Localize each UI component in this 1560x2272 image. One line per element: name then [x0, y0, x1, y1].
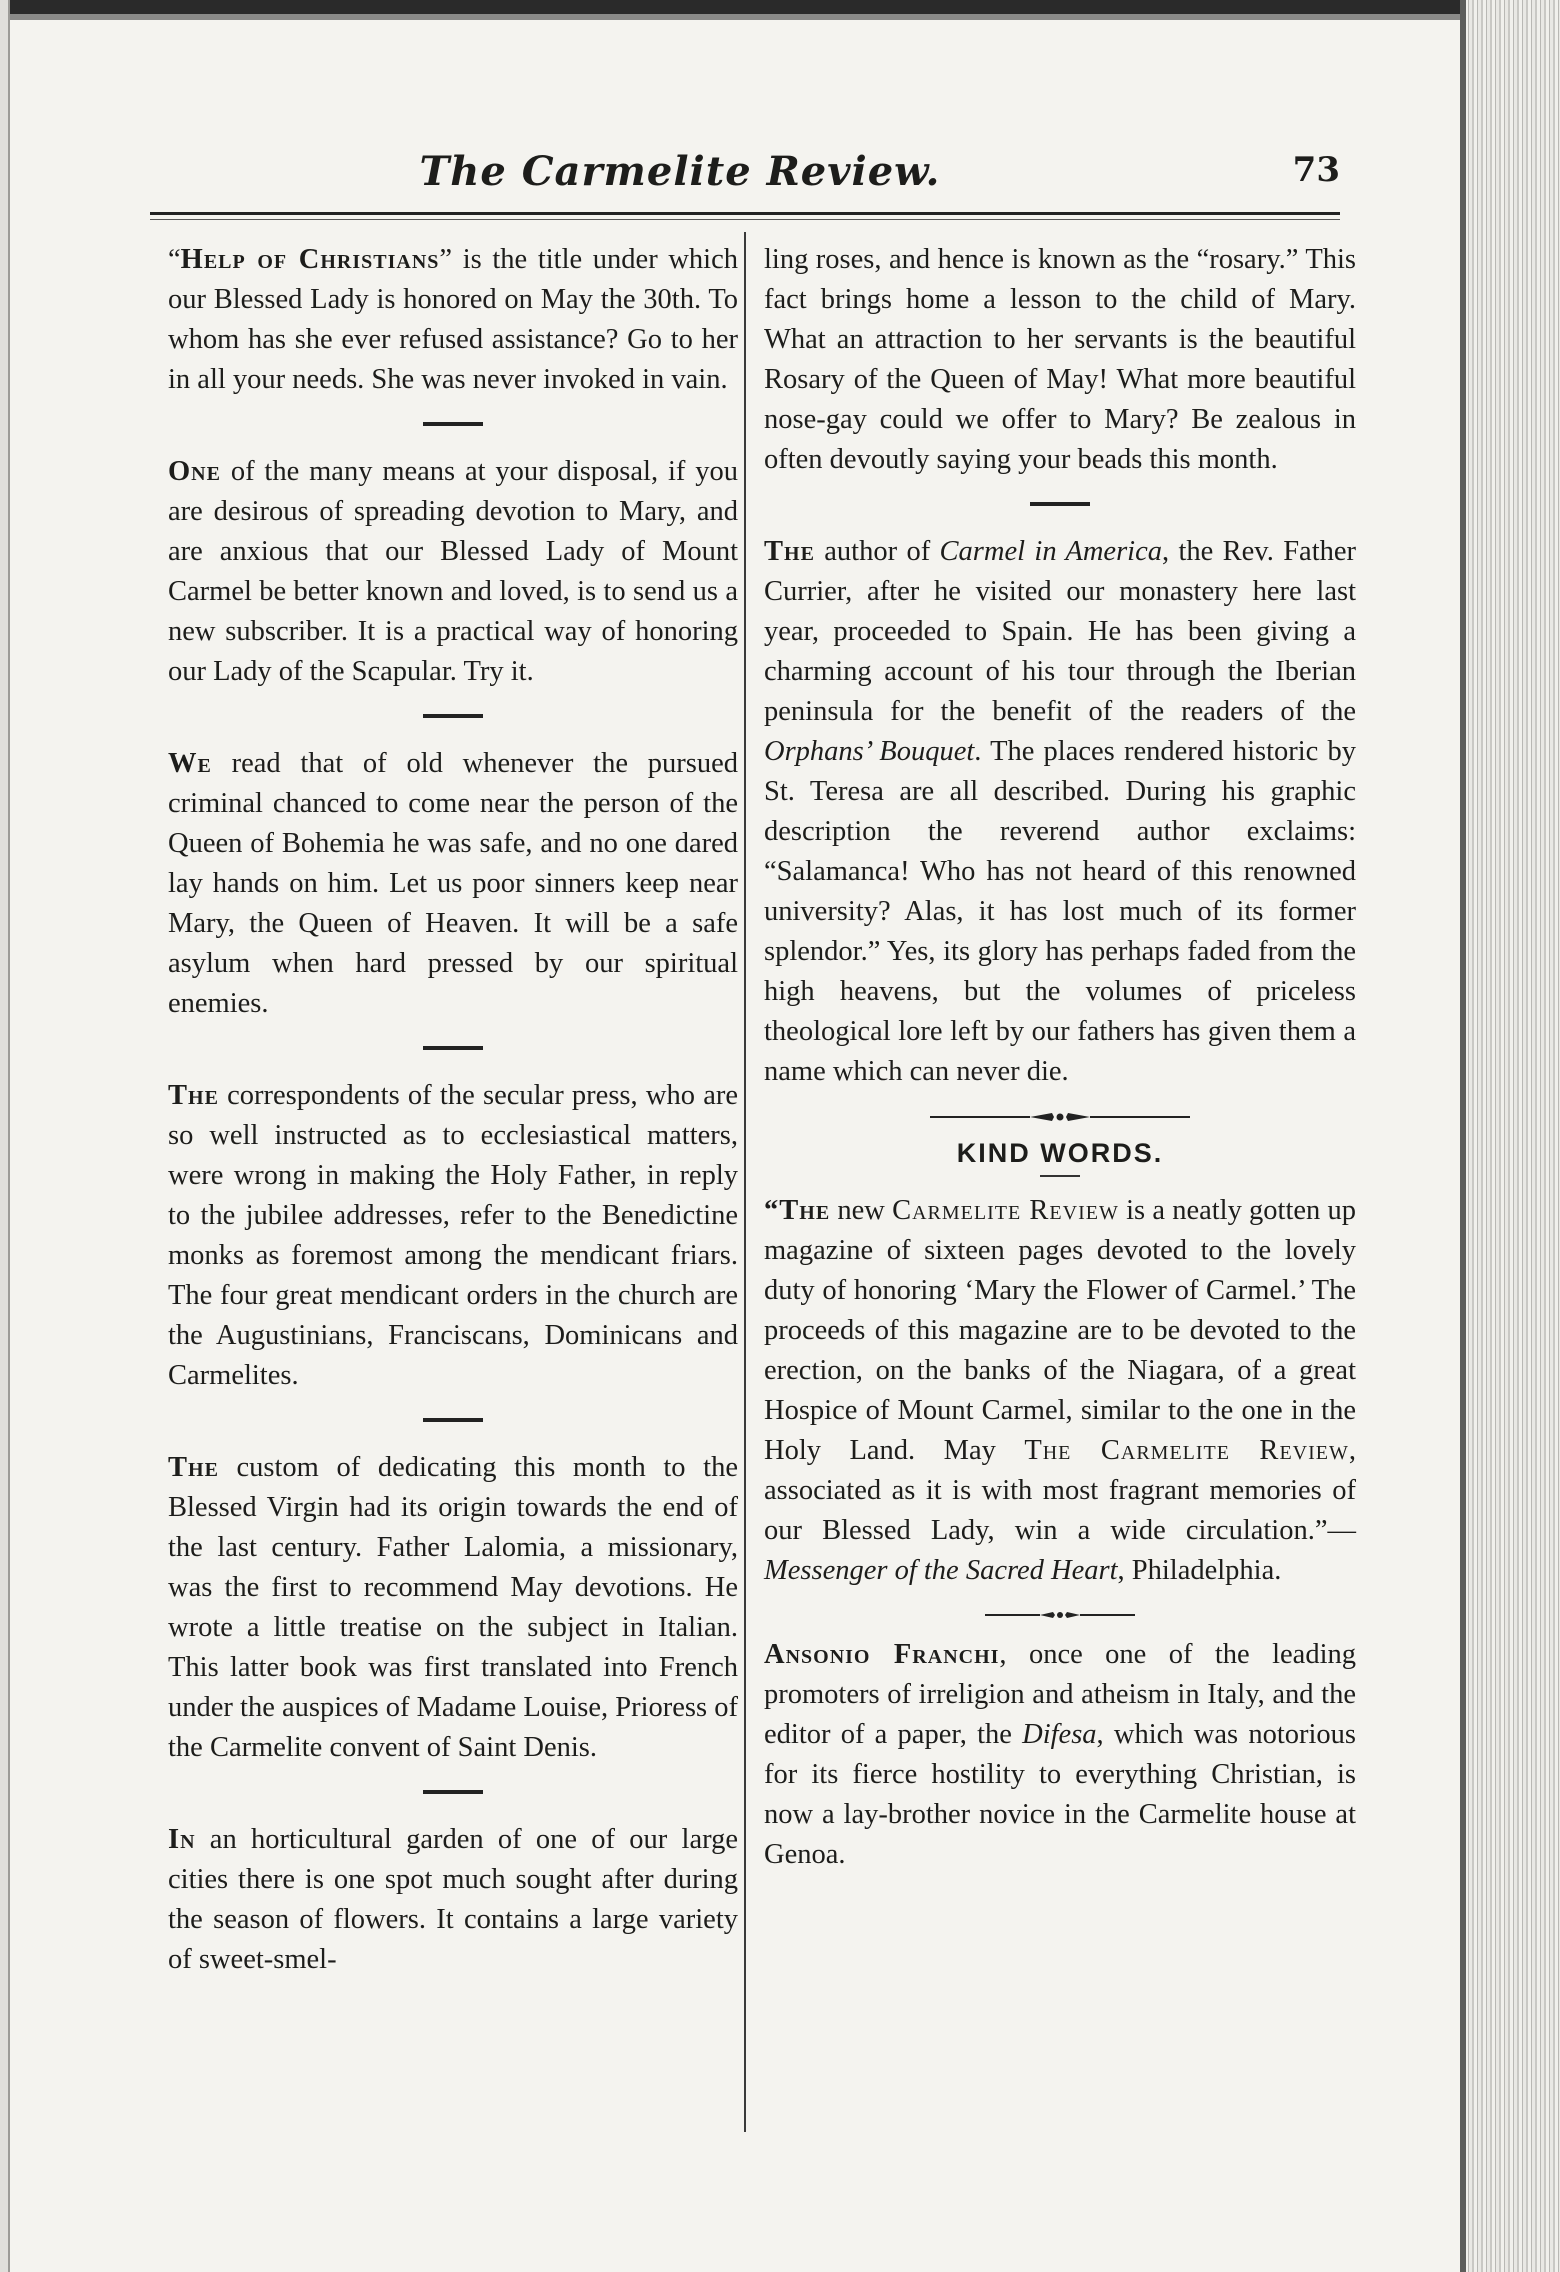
ornamental-divider-icon [985, 1609, 1135, 1621]
paragraph-new-subscriber [168, 452, 738, 692]
close-quote: ” [439, 244, 453, 275]
paragraph-kind-words [764, 1191, 1356, 1591]
paragraph-ansonio-franchi [764, 1635, 1356, 1875]
heading-rule [1040, 1175, 1080, 1177]
page-number: 73 [1292, 150, 1340, 190]
paragraph-secular-press [168, 1076, 738, 1396]
separator-rule [423, 1790, 483, 1794]
paragraph-text: , Philadelphia. [1117, 1555, 1282, 1586]
paragraph-text: ling roses, and hence is known as the “rosary.” This fact brings home a lesson to the child of Mary. What an attraction to her servants is the beautiful Rosary of the Queen of May! What more beautiful nose-gay could we offer to Mary? Be zealous in often devoutly saying your beads this month. [764, 244, 1356, 475]
paragraph-lead: Ansonio Franchi [764, 1639, 1000, 1670]
paragraph-lead: The [168, 1080, 219, 1111]
section-heading: KIND WORDS. [956, 1138, 1164, 1168]
paragraph-text: , associated as it is with most fragrant memories of our Blessed Lady, win a wide circulation.”— [764, 1435, 1356, 1546]
left-column [168, 240, 738, 1980]
paragraph-text: an horticultural garden of one of our large cities there is one spot much sought after during the season of flowers. It contains a large variety of sweet-smel- [168, 1824, 738, 1975]
paragraph-text: , once one of the leading promoters of irreligion and atheism in Italy, and the editor of a paper, the [764, 1639, 1356, 1750]
book-page-edges [1460, 0, 1560, 2272]
paragraph-text: custom of dedicating this month to the Blessed Virgin had its origin towards the end of the last century. Father Lalomia, a missionary, was the first to recommend May devotions. He wrote a little treatise on the subject in Italian. This latter book was first translated into French under the auspices of Madame Louise, Prioress of the Carmelite convent of Saint Denis. [168, 1452, 738, 1763]
paragraph-horticultural-garden [168, 1820, 738, 1980]
paragraph-lead: The [168, 1452, 219, 1483]
paragraph-text: is a neatly gotten up magazine of sixteen pages devoted to the lovely duty of honoring ‘Mary the Flower of Carmel.’ The proceeds of this magazine are to be devoted to the erection, on the banks of the Niagara, of a great Hospice of Mount Carmel, similar to the one in the Holy Land. May [764, 1195, 1357, 1466]
paragraph-text: , the Rev. Father Currier, after he visited our monastery here last year, proceeded to Spain. He has been giving a charming account of his tour through the Iberian peninsula for the benefit of the readers of the [764, 536, 1357, 727]
paragraph-lead: We [168, 748, 212, 779]
open-quote: “ [168, 244, 181, 275]
paragraph-text: read that of old whenever the pursued criminal chanced to come near the person of the Queen of Bohemia he was safe, and no one dared lay hands on him. Let us poor sinners keep near Mary, the Queen of Heaven. It will be a safe asylum when hard pressed by our spiritual enemies. [168, 748, 738, 1019]
paragraph-carmel-in-america [764, 532, 1356, 1092]
magazine-name: The Carmelite Review [1024, 1435, 1349, 1466]
separator-rule [423, 714, 483, 718]
ornamental-divider-icon [930, 1110, 1190, 1124]
header-rule [150, 212, 1340, 220]
separator-rule [423, 422, 483, 426]
paragraph-text: , which was notorious for its fierce hostility to everything Christian, is now a lay-brother novice in the Carmelite house at Genoa. [764, 1719, 1357, 1870]
paragraph-lead: The [764, 536, 815, 567]
paragraph-lead: “The [764, 1195, 831, 1226]
paragraph-help-of-christians [168, 240, 738, 400]
paragraph-text: of the many means at your disposal, if you are desirous of spreading devotion to Mary, and are anxious that our Blessed Lady of Mount Carmel be better known and loved, is to send us a new subscriber. It is a practical way of honoring our Lady of the Scapular. Try it. [168, 456, 738, 687]
paragraph-text: correspondents of the secular press, who are so well instructed as to ecclesiastical matters, were wrong in making the Holy Father, in reply to the jubilee addresses, refer to the Benedictine monks as foremost among the mendicant friars. The four great mendicant orders in the church are the Augustinians, Franciscans, Dominicans and Carmelites. [168, 1080, 738, 1391]
separator-rule [423, 1046, 483, 1050]
paragraph-text: . The places rendered historic by St. Teresa are all described. During his graphic description the reverend author exclaims: “Salamanca! Who has not heard of this renowned university? Alas, it has lost much of its former splendor.” Yes, its glory has perhaps faded from the high heavens, but the volumes of priceless theological lore left by our fathers has given them a name which can never die. [764, 736, 1356, 1087]
separator-rule [423, 1418, 483, 1422]
paragraph-rosary-continued [764, 240, 1356, 480]
book-title: Carmel in America [939, 536, 1162, 567]
right-column [764, 240, 1356, 1875]
periodical-title: Orphans’ Bouquet [764, 736, 975, 767]
separator-rule [1030, 502, 1090, 506]
running-title: The Carmelite Review. [419, 148, 941, 195]
paper-title: Difesa [1022, 1719, 1097, 1750]
paragraph-lead: Help of Christians [180, 244, 440, 275]
paragraph-text: is the title under which our Blessed Lady is honored on May the 30th. To whom has she ever refused assistance? Go to her in all your needs. She was never invoked in vain. [168, 244, 738, 395]
paragraph-lead: One [168, 456, 221, 487]
paragraph-queen-of-bohemia [168, 744, 738, 1024]
magazine-name: Carmelite Review [892, 1195, 1119, 1226]
source-title: Messenger of the Sacred Heart [764, 1555, 1118, 1586]
paragraph-lead: In [168, 1824, 196, 1855]
paragraph-text: author of [814, 536, 940, 567]
column-divider [744, 232, 746, 2132]
paragraph-may-devotions [168, 1448, 738, 1768]
paragraph-text: new [830, 1195, 893, 1226]
running-head [150, 140, 1340, 200]
